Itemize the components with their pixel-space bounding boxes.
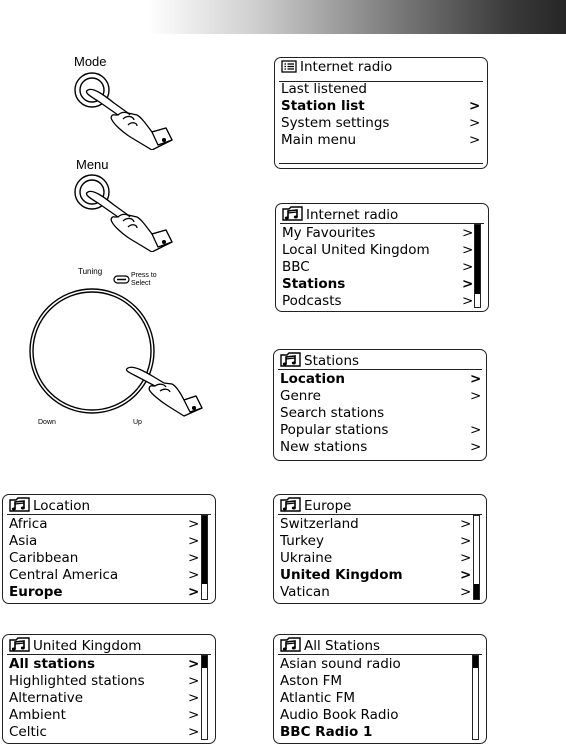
menu-item[interactable]: Caribbean	[9, 550, 79, 566]
lcd-screen	[2, 494, 216, 604]
menu-item[interactable]: Asia	[9, 533, 38, 549]
submenu-arrow-icon: >	[462, 242, 474, 258]
menu-item[interactable]: My Favourites	[282, 225, 376, 241]
scrollbar-thumb	[473, 656, 478, 668]
screen-divider	[7, 514, 211, 515]
music-folder-icon	[280, 352, 302, 367]
menu-item[interactable]: Genre	[280, 388, 321, 404]
screen-title	[9, 497, 209, 512]
submenu-arrow-icon: >	[188, 690, 200, 706]
submenu-arrow-icon: >	[462, 276, 474, 292]
menu-item[interactable]: Switzerland	[280, 516, 359, 532]
submenu-arrow-icon: >	[462, 259, 474, 275]
menu-item[interactable]: Search stations	[280, 405, 385, 421]
lcd-screen	[2, 634, 216, 744]
screen-title-text: Internet radio	[306, 207, 399, 223]
submenu-arrow-icon: >	[469, 132, 481, 148]
mode-label: Mode	[74, 54, 107, 69]
screen-divider	[278, 514, 482, 515]
lcd-screen	[273, 494, 487, 604]
menu-item[interactable]: Turkey	[280, 533, 324, 549]
screen-title-text: Internet radio	[300, 59, 393, 75]
submenu-arrow-icon: >	[460, 550, 472, 566]
screen-title	[280, 352, 480, 367]
music-folder-icon	[9, 637, 31, 652]
screen-title-text: Location	[33, 498, 91, 514]
menu-item[interactable]: Local United Kingdom	[282, 242, 430, 258]
menu-item[interactable]: New stations	[280, 439, 368, 455]
scrollbar-thumb	[474, 584, 479, 599]
screen-title	[282, 206, 482, 221]
menu-item[interactable]: Ambient	[9, 707, 66, 723]
menu-label: Menu	[76, 157, 109, 172]
menu-item[interactable]: United Kingdom	[280, 567, 403, 583]
scrollbar	[474, 224, 481, 308]
scrollbar	[201, 655, 208, 740]
submenu-arrow-icon: >	[188, 550, 200, 566]
screen-title-text: Stations	[304, 353, 360, 369]
submenu-arrow-icon: >	[188, 567, 200, 583]
screen-divider	[278, 654, 482, 655]
screen-divider	[279, 163, 483, 164]
submenu-arrow-icon: >	[460, 567, 472, 583]
menu-item[interactable]: BBC	[282, 259, 310, 275]
submenu-arrow-icon: >	[188, 533, 200, 549]
menu-item[interactable]: Celtic	[9, 724, 47, 740]
menu-item[interactable]: Aston FM	[280, 673, 343, 689]
menu-item[interactable]: System settings	[281, 115, 390, 131]
screen-title-text: All Stations	[304, 638, 381, 654]
header-bar	[0, 0, 566, 34]
screen-title	[280, 637, 480, 652]
scrollbar-thumb	[475, 225, 480, 294]
menu-item[interactable]: Audio Book Radio	[280, 707, 399, 723]
screen-title	[9, 637, 209, 652]
list-icon	[281, 60, 298, 73]
menu-item[interactable]: Vatican	[280, 584, 330, 600]
screen-divider	[280, 223, 484, 224]
submenu-arrow-icon: >	[188, 707, 200, 723]
menu-item[interactable]: Alternative	[9, 690, 84, 706]
submenu-arrow-icon: >	[460, 584, 472, 600]
lcd-screen	[274, 57, 488, 169]
submenu-arrow-icon: >	[462, 293, 474, 309]
pointing-hand-icon	[86, 89, 172, 150]
scrollbar	[201, 515, 208, 600]
music-folder-icon	[282, 206, 304, 221]
submenu-arrow-icon: >	[188, 724, 200, 740]
menu-item[interactable]: Europe	[9, 584, 63, 600]
menu-item[interactable]: Atlantic FM	[280, 690, 356, 706]
up-label: Up	[133, 419, 142, 426]
menu-button-press-illustration[interactable]	[74, 172, 184, 252]
submenu-arrow-icon: >	[188, 656, 200, 672]
screen-title	[281, 60, 481, 75]
submenu-arrow-icon: >	[470, 388, 482, 404]
lcd-screen	[273, 349, 487, 461]
scrollbar-thumb	[202, 656, 207, 668]
menu-item[interactable]: Africa	[9, 516, 48, 532]
menu-item[interactable]: Asian sound radio	[280, 656, 401, 672]
submenu-arrow-icon: >	[188, 673, 200, 689]
menu-item[interactable]: Popular stations	[280, 422, 389, 438]
scrollbar	[472, 655, 479, 740]
tuning-label: Tuning	[78, 267, 103, 276]
music-folder-icon	[280, 637, 302, 652]
menu-item[interactable]: Station list	[281, 98, 365, 114]
submenu-arrow-icon: >	[470, 422, 482, 438]
submenu-arrow-icon: >	[470, 371, 482, 387]
submenu-arrow-icon: >	[188, 516, 200, 532]
screen-title-text: United Kingdom	[33, 638, 142, 654]
screen-divider	[278, 369, 482, 370]
menu-item[interactable]: BBC Radio 1	[280, 724, 373, 740]
screen-divider	[7, 654, 211, 655]
mode-button-press-illustration[interactable]	[74, 70, 184, 150]
down-label: Down	[38, 419, 56, 426]
scrollbar-thumb	[202, 516, 207, 584]
submenu-arrow-icon: >	[462, 225, 474, 241]
submenu-arrow-icon: >	[188, 584, 200, 600]
select-label: Select	[131, 280, 151, 287]
submenu-arrow-icon: >	[469, 98, 481, 114]
music-folder-icon	[280, 497, 302, 512]
screen-title	[280, 497, 480, 512]
submenu-arrow-icon: >	[469, 115, 481, 131]
pointing-hand-icon	[86, 191, 172, 252]
menu-item[interactable]: Main menu	[281, 132, 357, 148]
menu-item[interactable]: Ukraine	[280, 550, 333, 566]
press-to-label: Press to	[131, 272, 157, 279]
menu-item[interactable]: Highlighted stations	[9, 673, 145, 689]
menu-item[interactable]: Location	[280, 371, 345, 387]
submenu-arrow-icon: >	[470, 439, 482, 455]
menu-item[interactable]: Central America	[9, 567, 119, 583]
screen-title-text: Europe	[304, 498, 352, 514]
menu-item[interactable]: All stations	[9, 656, 96, 672]
menu-item[interactable]: Last listened	[281, 81, 367, 97]
tuning-dial-illustration[interactable]	[28, 288, 218, 423]
scrollbar	[473, 515, 480, 600]
select-press-icon	[113, 275, 131, 284]
submenu-arrow-icon: >	[460, 533, 472, 549]
lcd-screen	[273, 634, 487, 744]
submenu-arrow-icon: >	[460, 516, 472, 532]
menu-item[interactable]: Stations	[282, 276, 346, 292]
menu-item[interactable]: Podcasts	[282, 293, 342, 309]
music-folder-icon	[9, 497, 31, 512]
lcd-screen	[275, 203, 489, 312]
